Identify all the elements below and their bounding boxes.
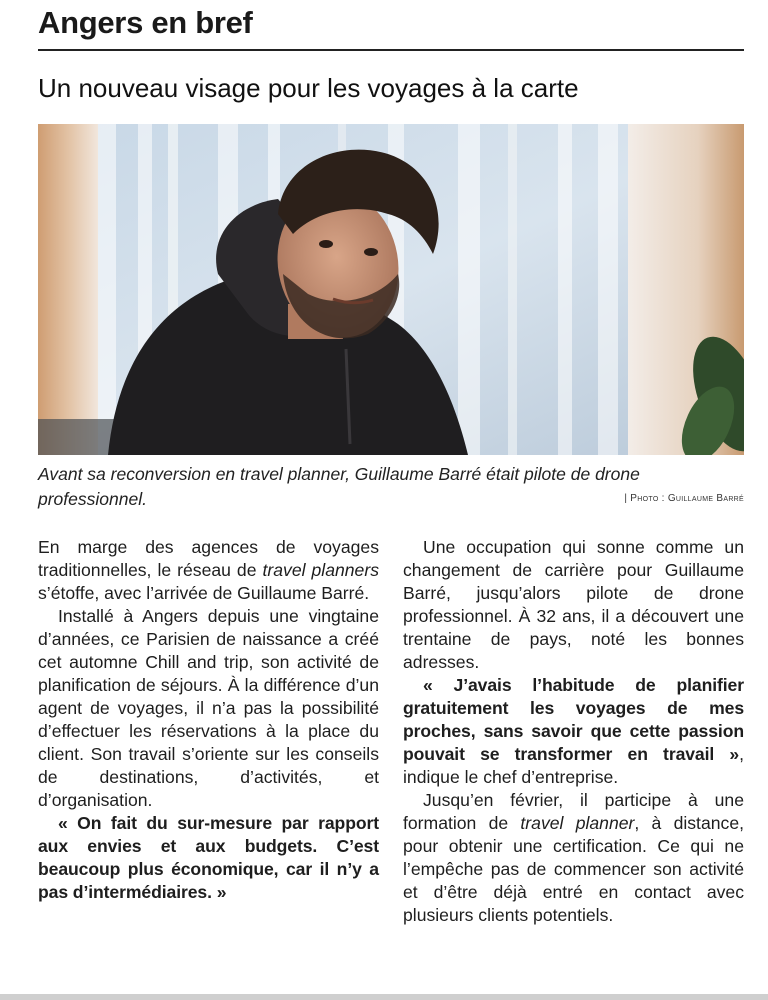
paragraph-quote	[403, 674, 744, 789]
paragraph-installation: Installé à Angers depuis une vingtaine d’années, ce Parisien de naissance a créé cet automne Chill and trip, son activité de planification de séjours. À la différence d’un agent de voyages, il n’a pas la possibilité d’effectuer les réservations à la place du client. Son travail s’oriente sur les conseils de destinations, d’activités, et d’organisation.	[38, 606, 379, 810]
section-rubric: Angers en bref	[38, 5, 253, 40]
photo-credit-name: Guillaume Barré	[667, 493, 744, 504]
article-column-right	[403, 536, 744, 927]
quote-sur-mesure: « On fait du sur-mesure par rapport aux envies et aux budgets. C’est beaucoup plus économique, car il n’y a pas d’intermédiaires. »	[38, 813, 379, 902]
article-headline: Un nouveau visage pour les voyages à la carte	[38, 73, 579, 103]
photo-caption: Avant sa reconversion en travel planner, Guillaume Barré était pilote de drone professionnel.	[38, 464, 640, 509]
paragraph-formation-emphasis: travel planner	[520, 813, 635, 833]
paragraph-intro-emphasis: travel planners	[262, 560, 379, 580]
photo-illustration	[38, 124, 744, 455]
quote-attribution: , indique le chef d’entreprise.	[403, 744, 744, 787]
paragraph-intro	[38, 536, 379, 605]
bottom-scroll-bar	[0, 994, 768, 1000]
paragraph-formation-text-b: , à distance, pour obtenir une certification. Ce qui ne l’empêche pas de commencer son activité et d’être déjà entré en contact avec plusieurs clients potentiels.	[403, 813, 744, 925]
rubric-divider	[38, 49, 744, 51]
photo-credit-prefix: | Photo :	[624, 493, 668, 504]
paragraph-career: Une occupation qui sonne comme un changement de carrière pour Guillaume Barré, jusqu’alors pilote de drone professionnel. À 32 ans, il a découvert une trentaine de pays, noté les bonnes adresses.	[403, 537, 744, 672]
quote-planifier: « J’avais l’habitude de planifier gratuitement les voyages de mes proches, sans savoir que cette passion pouvait se transformer en travail »	[403, 675, 744, 764]
paragraph-formation	[403, 789, 744, 927]
paragraph-formation-text-a: Jusqu’en février, il participe à une formation de	[403, 790, 744, 833]
paragraph-intro-text-b: s’étoffe, avec l’arrivée de Guillaume Barré.	[38, 583, 370, 603]
photo-credit	[624, 493, 744, 504]
paragraph-intro-text-a: En marge des agences de voyages traditionnelles, le réseau de	[38, 537, 379, 580]
article-column-left	[38, 536, 379, 904]
article-photo	[38, 124, 744, 455]
